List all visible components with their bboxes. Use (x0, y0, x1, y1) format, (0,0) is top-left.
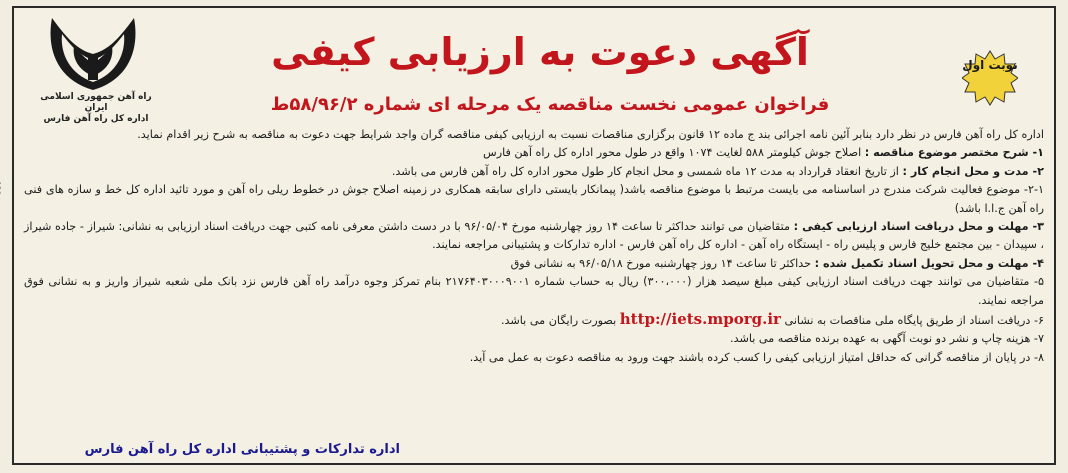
intro-paragraph: اداره کل راه آهن فارس در نظر دارد بنابر آئین نامه اجرائی بند ج ماده ۱۲ قانون برگزاری مناقصات نسبت به ارزیابی کیفی مناقصه گران واجد شرایط جهت دعوت به مناقصه به شرح زیر اقدام نماید. (137, 128, 1044, 141)
item-5: ۵- متقاضیان می توانند جهت دریافت اسناد ارزیابی کیفی مبلغ سیصد هزار (۳۰۰،۰۰۰) ریال به حساب شماره ۲۱۷۶۴۰۳۰۰۰۹۰۰۱ بنام تمرکز وجوه درآمد راه آهن فارس نزد بانک ملی شعبه شیراز واریز و به نشانی فوق مراجعه نمایند. (24, 275, 1045, 307)
footer-signature: اداره تدارکات و پشتیبانی اداره کل راه آهن فارس (84, 442, 400, 457)
item-3: ۳- مهلت و محل دریافت اسناد ارزیابی کیفی : متقاضیان می توانند حداکثر تا ساعت ۱۴ روز چهارشنبه مورخ ۹۶/۰۵/۰۴ با در دست داشتن معرفی نامه کتبی جهت دریافت اسناد ارزیابی به نشانی: شیراز - جاده شیراز ، سپیدان - بین مجتمع خلیج فارس و پلیس راه - ایستگاه راه آهن - اداره کل راه آهن فارس - اداره تدارکات و پشتیبانی مراجعه نمایند. (24, 220, 1045, 252)
insertion-badge: نوبت اول (962, 58, 1018, 72)
notice-body (24, 126, 1044, 367)
item-8: ۸- در پایان از مناقصه گرانی که حداقل امتیاز ارزیابی کیفی را کسب کرده باشند جهت ورود به مناقصه دعوت به عمل می آید. (469, 350, 1044, 364)
item-2-1: ۲-۱- موضوع فعالیت شرکت مندرج در اساسنامه می بایست مرتبط با موضوع مناقصه باشد( پیمانکار بایستی دارای سابقه همکاری در زمینه اصلاح جوش در خطوط ریلی راه آهن و مورد تائید اداره کل خط و سازه های فنی راه آهن ج.ا.ا باشد) (24, 183, 1044, 215)
side-date-strip (0, 40, 12, 440)
item-4: ۴- مهلت و محل تحویل اسناد تکمیل شده : حداکثر تا ساعت ۱۴ روز چهارشنبه مورخ ۹۶/۰۵/۱۸ به نشانی فوق (510, 256, 1044, 270)
logo-caption: راه آهن جمهوری اسلامی ایران اداره کل راه آهن فارس (40, 92, 152, 124)
notice-subtitle: فراخوان عمومی نخست مناقصه یک مرحله ای شماره ۵۸/۹۶/۲ط (270, 94, 830, 115)
notice-title: آگهی دعوت به ارزیابی کیفی (271, 30, 809, 74)
item-2: ۲- مدت و محل انجام کار : از تاریخ انعقاد قرارداد به مدت ۱۲ ماه شمسی و محل انجام کار طول محور اداره کل راه آهن فارس می باشد. (391, 164, 1044, 178)
tender-portal-link[interactable]: http://iets.mporg.ir (619, 310, 781, 329)
item-6: ۶- دریافت اسناد از طریق پایگاه ملی مناقصات به نشانی http://iets.mporg.ir بصورت رایگان می باشد. (500, 310, 1044, 329)
item-7: ۷- هزینه چاپ و نشر دو نوبت آگهی به عهده برنده مناقصه می باشد. (730, 332, 1044, 346)
item-1: ۱- شرح مختصر موضوع مناقصه : اصلاح جوش کیلومتر ۵۸۸ لغایت ۱۰۷۴ واقع در طول محور اداره کل راه آهن فارس (483, 146, 1044, 160)
